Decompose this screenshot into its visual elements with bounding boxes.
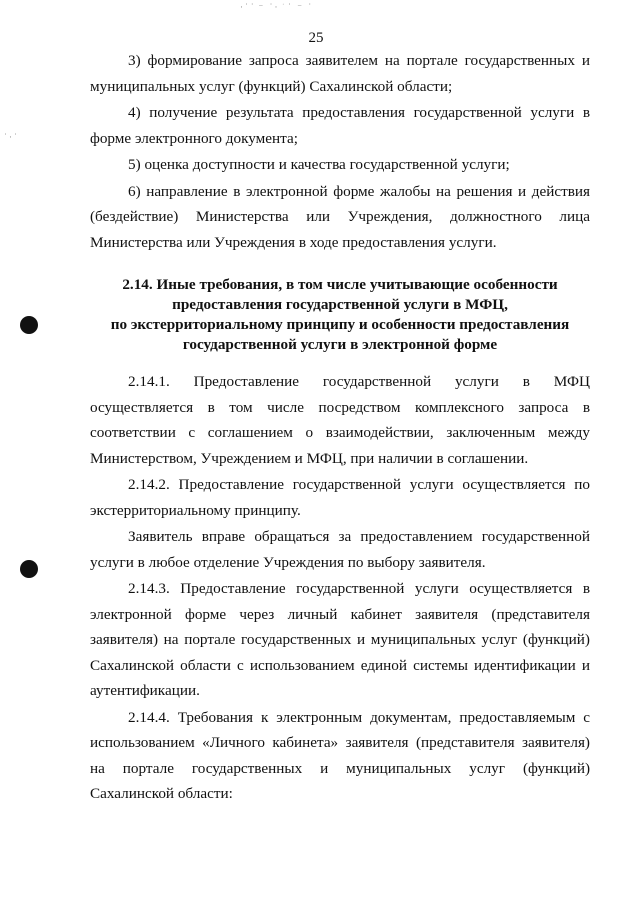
paragraph-item-3: 3) формирование запроса заявителем на портале государственных и муниципальных услуг (функций) Сахалинской области; xyxy=(90,52,590,95)
document-body xyxy=(90,48,590,807)
paragraph-2-14-4: 2.14.4. Требования к электронным документам, предоставляемым с использованием «Личного кабинета» заявителя (представителя заявителя) на портале государственных и муниципальных услуг (функций) Сахалинской области: xyxy=(90,708,590,802)
paragraph-2-14-2: 2.14.2. Предоставление государственной услуги осуществляется по экстерриториальному принципу. xyxy=(90,476,590,519)
scan-artifact-top: ·˙ ̇ ⁻ ˙· ͘ ˙ ⁻ ˙ xyxy=(240,2,314,12)
punch-hole-upper xyxy=(20,316,38,334)
paragraph-2-14-3: 2.14.3. Предоставление государственной услуги осуществляется в электронной форме через личный кабинет заявителя (представителя заявителя) на портале государственных и муниципальных услуг (функций) Сахалинской области с использованием единой системы идентификации и аутентификации. xyxy=(90,580,590,699)
heading-line-3: по экстерриториальному принципу и особенности предоставления xyxy=(110,316,570,333)
page-number: 25 xyxy=(308,30,324,46)
heading-line-2: предоставления государственной услуги в МФЦ, xyxy=(172,296,508,313)
paragraph-item-6: 6) направление в электронной форме жалобы на решения и действия (бездействие) Министерства или Учреждения, должностного лица Министерства или Учреждения в ходе предоставления услуги. xyxy=(90,182,590,251)
paragraph-item-4: 4) получение результата предоставления государственной услуги в форме электронного документа; xyxy=(90,104,590,147)
heading-line-4: государственной услуги в электронной форме xyxy=(182,336,498,353)
punch-hole-lower xyxy=(20,560,38,578)
scan-artifact-left: ˙·˙ xyxy=(4,132,19,142)
section-heading xyxy=(90,275,590,355)
paragraph-applicant-right: Заявитель вправе обращаться за предоставлением государственной услуги в любое отделение Учреждения по выбору заявителя. xyxy=(90,528,590,571)
paragraph-2-14-1: 2.14.1. Предоставление государственной услуги в МФЦ осуществляется в том числе посредством комплексного запроса в соответствии с соглашением о взаимодействии, заключенным между Министерством, Учреждением и МФЦ, при наличии в соглашении. xyxy=(90,373,590,467)
heading-line-1: 2.14. Иные требования, в том числе учитывающие особенности xyxy=(122,276,558,293)
paragraph-item-5: 5) оценка доступности и качества государственной услуги; xyxy=(128,156,510,173)
